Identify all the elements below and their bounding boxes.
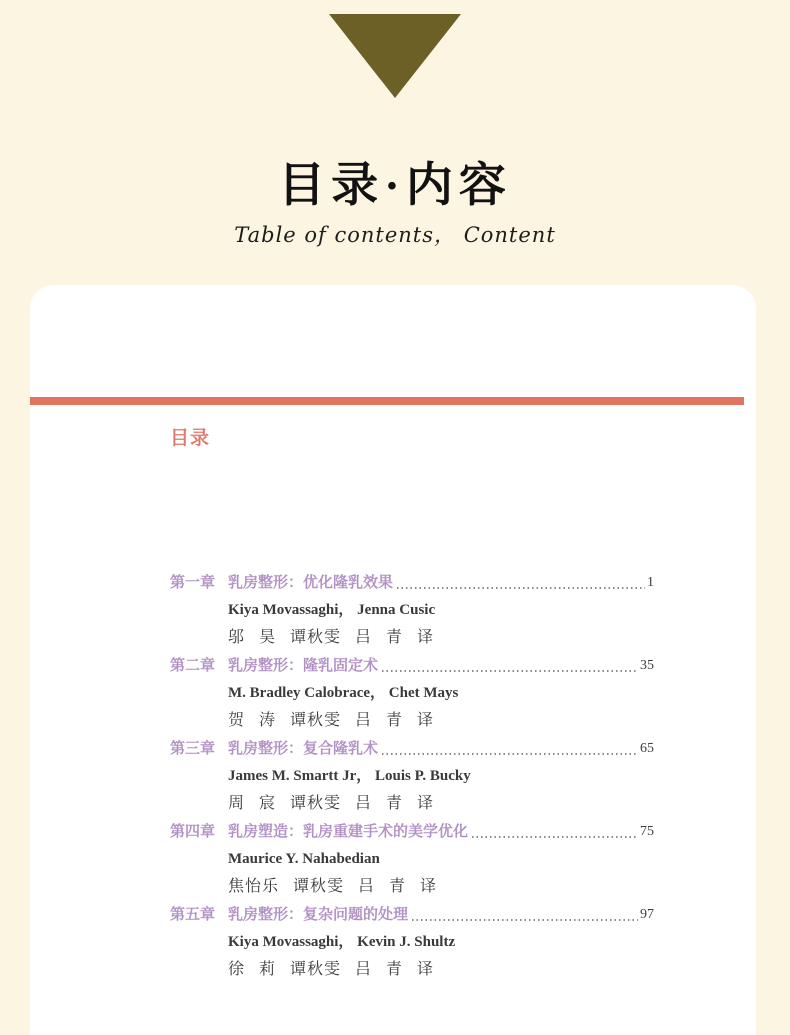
toc-entry-chapter-1: [170, 574, 654, 647]
toc-entry-title-row: [170, 906, 654, 924]
down-triangle-decoration-icon: [329, 14, 461, 98]
dot-leader: [412, 919, 638, 921]
authors-line: Kiya Movassaghi， Kevin J. Shultz: [228, 934, 456, 950]
authors-line: James M. Smartt Jr， Louis P. Bucky: [228, 768, 471, 784]
toc-entry-chapter-4: [170, 823, 654, 896]
chapter-title: 乳房塑造：乳房重建手术的美学优化: [228, 823, 469, 840]
authors-line: M. Bradley Calobrace， Chet Mays: [228, 685, 459, 701]
page-number: 75: [640, 824, 654, 839]
translators-line: 徐 莉 谭秋雯 吕 青 译: [228, 961, 435, 978]
page-number: 65: [640, 741, 654, 756]
chapter-title: 乳房整形：复合隆乳术: [228, 740, 379, 757]
chapter-label: 第五章: [170, 906, 216, 923]
page-number: 1: [647, 575, 654, 590]
toc-list: [170, 574, 654, 989]
translators-line: 邬 昊 谭秋雯 吕 青 译: [228, 629, 435, 646]
chapter-title: 乳房整形：隆乳固定术: [228, 657, 379, 674]
page-title: 目录·内容: [278, 160, 512, 212]
page-number: 97: [640, 907, 654, 922]
authors-line: Maurice Y. Nahabedian: [228, 851, 380, 867]
translators-line: 周 宸 谭秋雯 吕 青 译: [228, 795, 435, 812]
dot-leader: [382, 670, 638, 672]
toc-entry-chapter-2: [170, 657, 654, 730]
toc-entry-title-row: [170, 574, 654, 592]
toc-card: [30, 285, 756, 1035]
toc-entry-title-row: [170, 657, 654, 675]
translators-line: 焦怡乐 谭秋雯 吕 青 译: [228, 878, 438, 895]
toc-entry-title-row: [170, 823, 654, 841]
chapter-title: 乳房整形：复杂问题的处理: [228, 906, 409, 923]
toc-section-heading: 目录: [170, 428, 211, 449]
accent-divider-line: [30, 397, 744, 405]
chapter-label: 第三章: [170, 740, 216, 757]
page-number: 35: [640, 658, 654, 673]
authors-line: Kiya Movassaghi， Jenna Cusic: [228, 602, 436, 618]
dot-leader: [382, 753, 638, 755]
chapter-label: 第一章: [170, 574, 216, 591]
dot-leader: [472, 836, 638, 838]
toc-entry-chapter-5: [170, 906, 654, 979]
chapter-title: 乳房整形：优化隆乳效果: [228, 574, 394, 591]
toc-entry-title-row: [170, 740, 654, 758]
page-subtitle: Table of contents， Content: [234, 223, 556, 247]
translators-line: 贺 涛 谭秋雯 吕 青 译: [228, 712, 435, 729]
dot-leader: [397, 587, 645, 589]
chapter-label: 第四章: [170, 823, 216, 840]
chapter-label: 第二章: [170, 657, 216, 674]
toc-entry-chapter-3: [170, 740, 654, 813]
